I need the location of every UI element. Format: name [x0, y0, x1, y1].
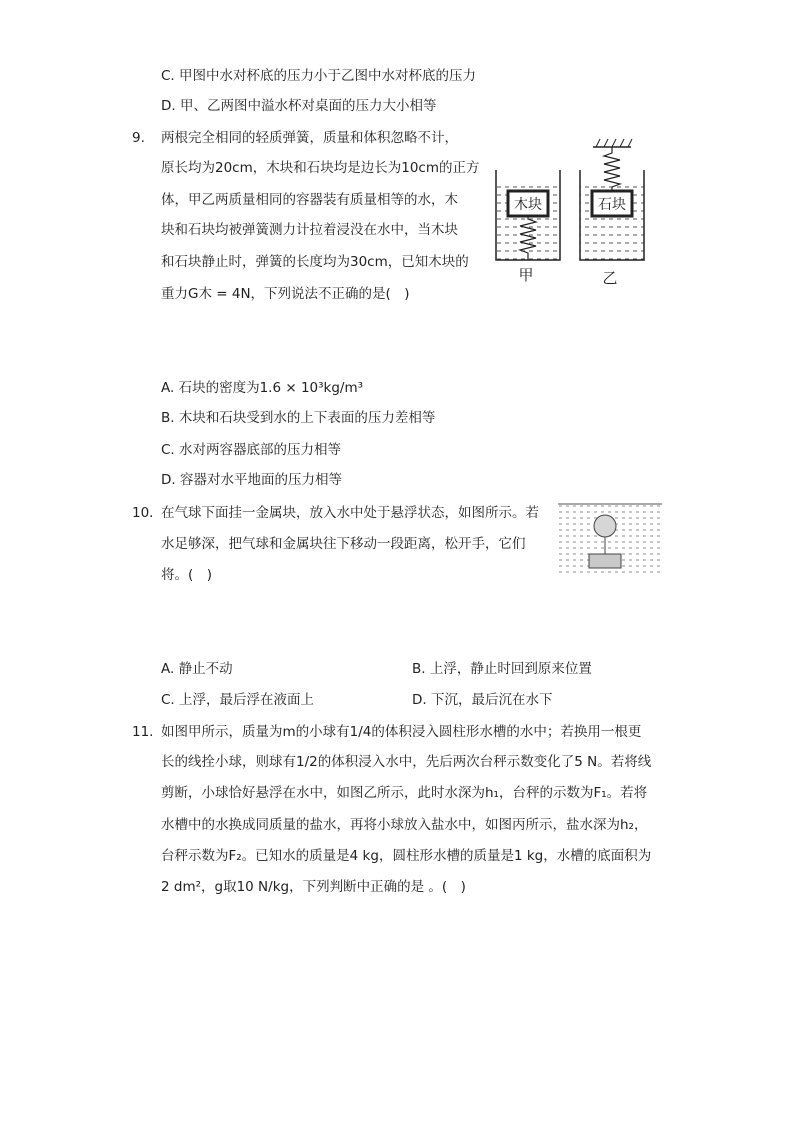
q11-text-line: 长的线拴小球，则球有1/2的体积浸入水中，先后两次台秤示数变化了5 N。若将线 — [161, 754, 652, 770]
q9-text-line: 原长均为20cm，木块和石块均是边长为10cm的正方 — [161, 160, 480, 176]
metal-block — [589, 554, 621, 568]
q10-option-d: D. 下沉，最后沉在水下 — [412, 692, 553, 708]
q11-text-line: 2 dm²，g取10 N/kg，下列判断中正确的是 。( ) — [161, 879, 466, 895]
q9-option-a: A. 石块的密度为1.6 × 10³kg/m³ — [161, 380, 364, 396]
q11-text-line: 如图甲所示，质量为m的小球有1/4的体积浸入圆柱形水槽的水中；若换用一根更 — [161, 724, 642, 740]
q9-option-d: D. 容器对水平地面的压力相等 — [161, 472, 342, 488]
q9-text-line: 和石块静止时，弹簧的长度均为30cm，已知木块的 — [161, 254, 469, 270]
q10-option-c: C. 上浮，最后浮在液面上 — [161, 692, 315, 708]
q9-option-c: C. 水对两容器底部的压力相等 — [161, 442, 342, 458]
container-left — [496, 170, 560, 260]
q9-option-b: B. 木块和石块受到水的上下表面的压力差相等 — [161, 410, 436, 426]
figure-label-right: 乙 — [602, 269, 618, 287]
q9-text-line: 重力G木 = 4N，下列说法不正确的是( ) — [161, 286, 410, 302]
q10-text-line: 将。( ) — [161, 567, 213, 583]
q11-text-line: 剪断，小球恰好悬浮在水中，如图乙所示，此时水深为h₁，台秤的示数为F₁。若将 — [161, 785, 648, 801]
q11-text-line: 水槽中的水换成同质量的盐水，再将小球放入盐水中，如图丙所示，盐水深为h₂， — [161, 817, 648, 833]
block-label-right: 石块 — [598, 197, 626, 213]
q9-text-line: 两根完全相同的轻质弹簧，质量和体积忽略不计， — [161, 130, 458, 146]
spring-blocks-figure — [488, 135, 658, 290]
q8-option-d: D. 甲、乙两图中溢水杯对桌面的压力大小相等 — [161, 98, 437, 114]
block-label-left: 木块 — [514, 197, 542, 213]
q10-option-b: B. 上浮，静止时回到原来位置 — [412, 661, 592, 677]
q8-option-c: C. 甲图中水对杯底的压力小于乙图中水对杯底的压力 — [161, 68, 477, 84]
q10-text-line: 在气球下面挂一金属块，放入水中处于悬浮状态，如图所示。若 — [161, 505, 539, 521]
q9-text-line: 体，甲乙两质量相同的容器装有质量相等的水，木 — [161, 192, 458, 208]
balloon-icon — [594, 515, 616, 537]
figure-label-left: 甲 — [518, 266, 534, 284]
question-number: 10. — [132, 505, 154, 521]
q10-text-line: 水足够深，把气球和金属块往下移动一段距离，松开手，它们 — [161, 536, 526, 552]
question-number: 11. — [132, 724, 154, 740]
q11-text-line: 台秤示数为F₂。已知水的质量是4 kg，圆柱形水槽的质量是1 kg，水槽的底面积为 — [161, 848, 652, 864]
balloon-figure — [558, 503, 662, 577]
container-right — [580, 139, 644, 260]
q10-option-a: A. 静止不动 — [161, 661, 233, 677]
question-number: 9. — [132, 130, 145, 146]
q9-text-line: 块和石块均被弹簧测力计拉着浸没在水中，当木块 — [161, 222, 458, 238]
